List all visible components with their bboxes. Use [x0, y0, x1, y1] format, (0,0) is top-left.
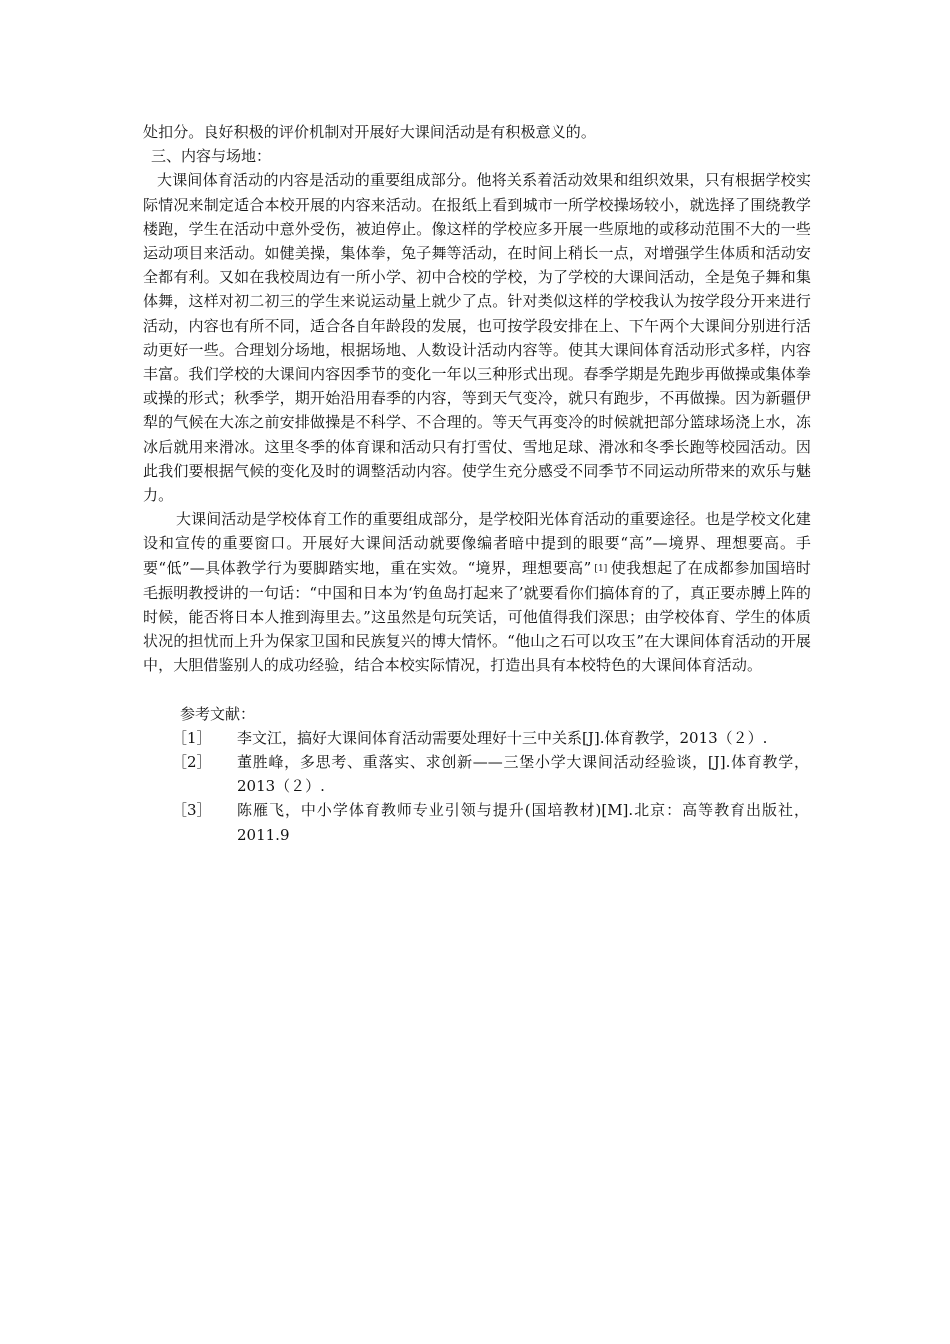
reference-number: ［3］ — [172, 801, 212, 820]
section-heading: 三、内容与场地： — [151, 147, 272, 166]
reference-text: 李文江，搞好大课间体育活动需要处理好十三中关系[J].体育教学，2013（２）. — [237, 728, 768, 747]
reference-item — [172, 798, 811, 846]
references-section — [143, 702, 811, 847]
citation-marker: [1] — [594, 563, 608, 574]
reference-text: 陈雁飞，中小学体育教师专业引领与提升(国培教材)[M].北京：高等教育出版社，2011.9 — [237, 801, 809, 844]
reference-item — [172, 726, 811, 750]
intro-line: 处扣分。良好积极的评价机制对开展好大课间活动是有积极意义的。 — [143, 123, 597, 141]
reference-number: ［2］ — [172, 753, 212, 772]
paragraph-conclusion-text-1: 大课间活动是学校体育工作的重要组成部分，是学校阳光体育活动的重要途径。也是学校文化建设和宣传的重要窗口。开展好大课间活动就要像编者暗中提到的眼要“高”—境界、理想要高。手要“低”—具体教学行为要脚踏实地，重在实效。“境界，理想要高” — [143, 510, 811, 577]
paragraph-content-venue: 大课间体育活动的内容是活动的重要组成部分。他将关系着活动效果和组织效果，只有根据学校实际情况来制定适合本校开展的内容来活动。在报纸上看到城市一所学校操场较小，就选择了围绕教学楼跑，学生在活动中意外受伤，被迫停止。像这样的学校应多开展一些原地的或移动范围不大的一些运动项目来活动。如健美操，集体拳，兔子舞等活动，在时间上稍长一点，对增强学生体质和活动安全都有利。又如在我校周边有一所小学、初中合校的学校，为了学校的大课间活动，全是兔子舞和集体舞，这样对初二初三的学生来说运动量上就少了点。针对类似这样的学校我认为按学段分开来进行活动，内容也有所不同，适合各自年龄段的发展，也可按学段安排在上、下午两个大课间分别进行活动更好一些。合理划分场地，根据场地、人数设计活动内容等。使其大课间体育活动形式多样，内容丰富。我们学校的大课间内容因季节的变化一年以三种形式出现。春季学期是先跑步再做操或集体拳或操的形式；秋季学，期开始沿用春季的内容，等到天气变冷，就只有跑步，不再做操。因为新疆伊犁的气候在大冻之前安排做操是不科学、不合理的。等天气再变冷的时候就把部分篮球场浇上水，冻冰后就用来滑冰。这里冬季的体育课和活动只有打雪仗、雪地足球、滑冰和冬季长跑等校园活动。因此我们要根据气候的变化及时的调整活动内容。使学生充分感受不同季节不同运动所带来的欢乐与魅力。 — [143, 171, 811, 505]
paragraph-conclusion-text-2: 使我想起了在成都参加国培时毛振明教授讲的一句话：“中国和日本为‘钓鱼岛打起来了’就要看你们搞体育的了，真正要赤膊上阵的时候，能否将日本人推到海里去。”这虽然是句玩笑话，可他值得我们深思；由学校体育、学生的体质状况的担忧而上升为保家卫国和民族复兴的博大情怀。“他山之石可以攻玉”在大课间体育活动的开展中，大胆借鉴别人的成功经验，结合本校实际情况，打造出具有本校特色的大课间体育活动。 — [143, 558, 811, 675]
document-page — [143, 120, 811, 847]
reference-item — [172, 750, 811, 798]
paragraph-conclusion — [143, 507, 811, 677]
references-title: 参考文献： — [180, 704, 256, 723]
reference-text: 董胜峰，多思考、重落实、求创新——三堡小学大课间活动经验谈，[J].体育教学，2013（２）. — [237, 753, 809, 796]
reference-number: ［1］ — [172, 728, 212, 747]
